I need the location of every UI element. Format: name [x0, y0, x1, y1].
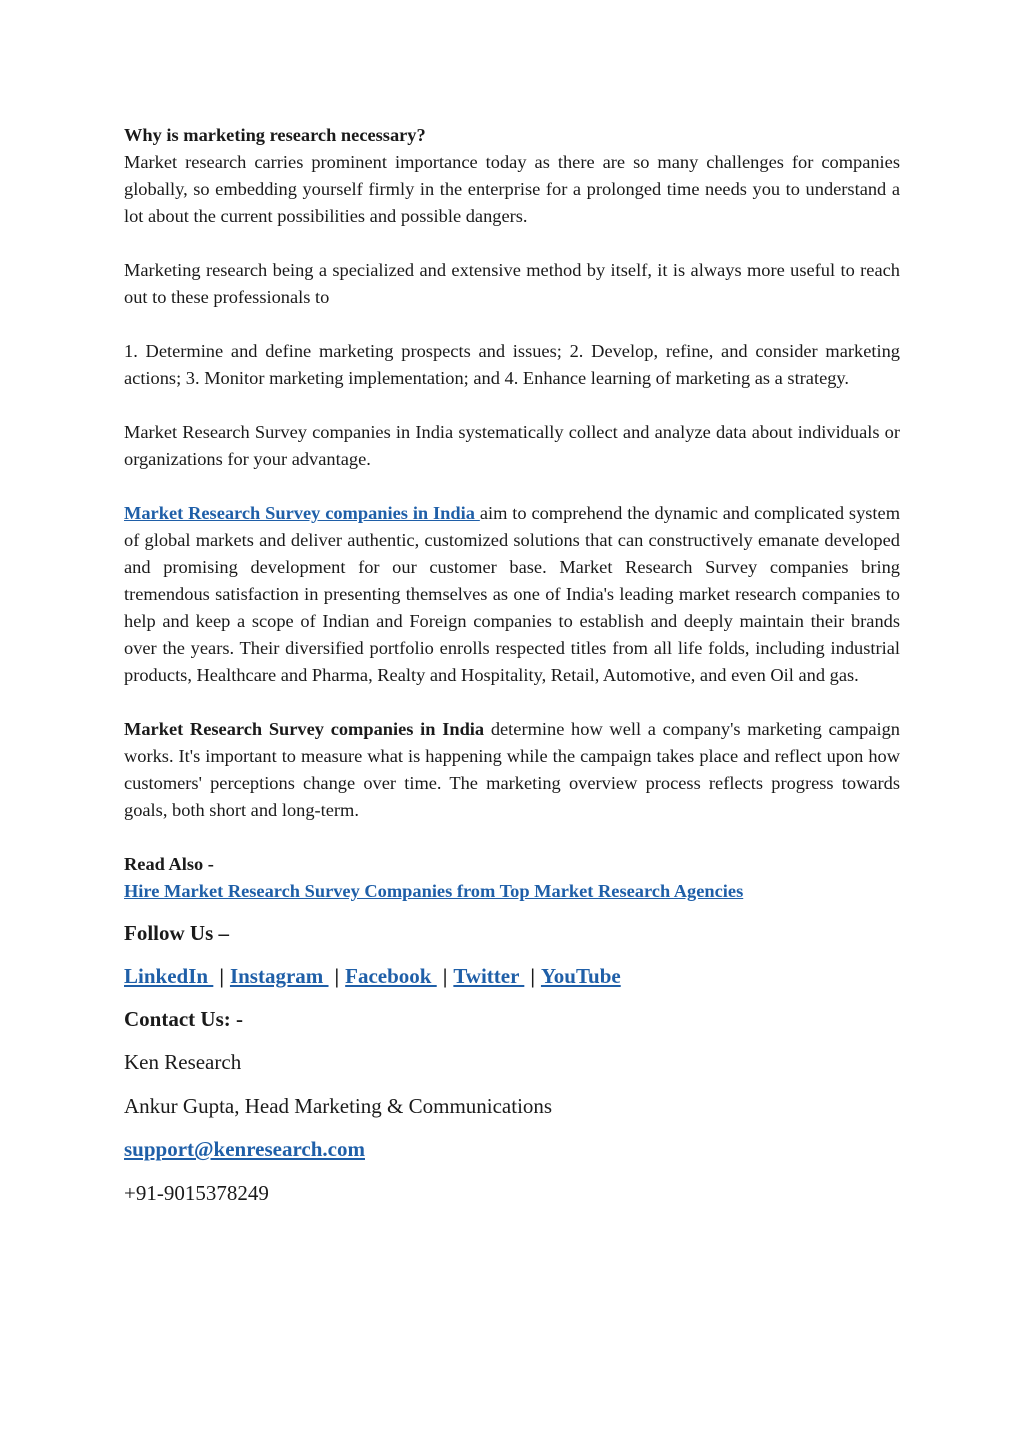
read-also-label: Read Also - — [124, 854, 214, 874]
paragraph-importance: Market research carries prominent importance today as there are so many challenges for companies globally, so embedding yourself firmly in the enterprise for a prolonged time needs you to understand a lot about the current possibilities and possible dangers. — [124, 152, 900, 226]
social-separator: | — [219, 964, 224, 988]
paragraph-campaign-bold: Market Research Survey companies in India — [124, 719, 485, 739]
youtube-link[interactable]: YouTube — [540, 964, 621, 988]
paragraph-aim-text: aim to comprehend the dynamic and complicated system of global markets and deliver authentic, customized solutions that can constructively emanate developed and promising development for our customer base. Market Research Survey companies bring tremendous satisfaction in presenting themselves as one of India's leading market research companies to help and keep a scope of Indian and Foreign companies to establish and deeply maintain their brands over the years. Their diversified portfolio enrolls respected titles from all life folds, including industrial products, Healthcare and Pharma, Realty and Hospitality, Retail, Automotive, and even Oil and gas. — [124, 503, 900, 685]
follow-us-heading: Follow Us – — [124, 921, 229, 945]
linkedin-link[interactable]: LinkedIn — [124, 964, 214, 988]
paragraph-survey-companies: Market Research Survey companies in India systematically collect and analyze data about individuals or organizations for your advantage. — [124, 422, 900, 469]
twitter-link[interactable]: Twitter — [453, 964, 525, 988]
instagram-link[interactable]: Instagram — [229, 964, 329, 988]
phone-number: +91-9015378249 — [124, 1181, 269, 1205]
contact-us-heading: Contact Us: - — [124, 1007, 243, 1031]
social-links — [124, 962, 900, 990]
read-also-line — [124, 878, 900, 905]
paragraph-campaign — [124, 716, 900, 824]
paragraph-aim — [124, 500, 900, 689]
company-name: Ken Research — [124, 1050, 242, 1074]
section-heading: Why is marketing research necessary? — [124, 125, 426, 145]
paragraph-campaign-text: determine how well a company's marketing campaign works. It's important to measure what is happening while the campaign takes place and reflect upon how customers' perceptions change over time. The marketing overview process reflects progress towards goals, both short and long-term. — [124, 719, 900, 820]
paragraph-steps: 1. Determine and define marketing prospects and issues; 2. Develop, refine, and consider marketing actions; 3. Monitor marketing implementation; and 4. Enhance learning of marketing as a strategy. — [124, 341, 900, 388]
facebook-link[interactable]: Facebook — [345, 964, 437, 988]
contact-person: Ankur Gupta, Head Marketing & Communications — [124, 1094, 553, 1118]
survey-companies-link[interactable]: Market Research Survey companies in India — [124, 503, 480, 523]
document-page — [124, 122, 900, 1207]
email-link[interactable]: support@kenresearch.com — [124, 1137, 365, 1161]
social-separator: | — [442, 964, 448, 988]
social-separator: | — [530, 964, 535, 988]
paragraph-professionals: Marketing research being a specialized and extensive method by itself, it is always more useful to reach out to these professionals to — [124, 260, 900, 307]
email-line — [124, 1135, 900, 1163]
social-separator: | — [334, 964, 340, 988]
read-also-link[interactable]: Hire Market Research Survey Companies from Top Market Research Agencies — [124, 881, 744, 901]
